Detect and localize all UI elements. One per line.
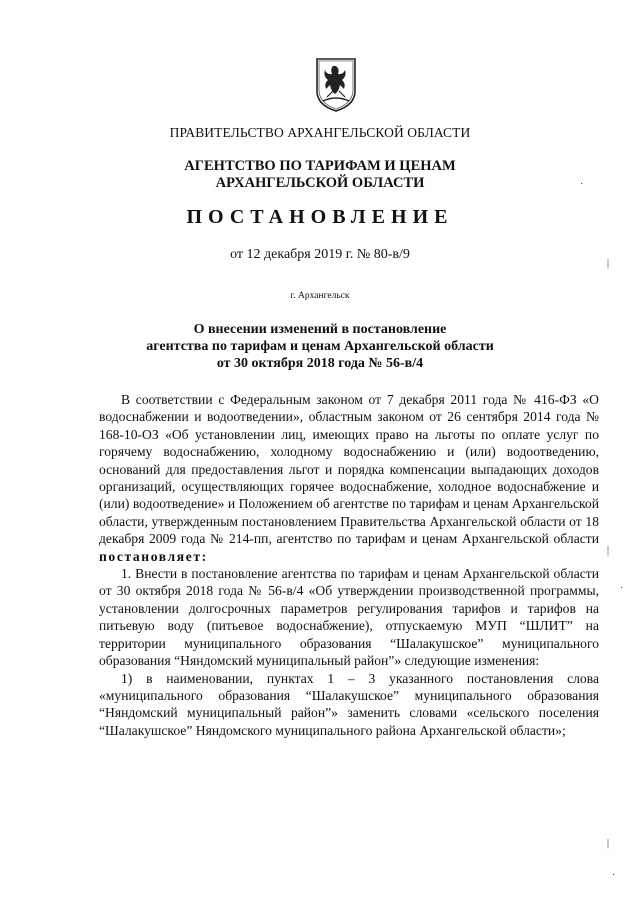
preamble-paragraph [99,391,599,565]
scan-speck: | [607,838,610,849]
subject-heading [0,321,640,372]
subject-line1: О внесении изменений в постановление [193,322,447,337]
date-number: от 12 декабря 2019 г. № 80-в/9 [230,247,410,262]
document-type-title: ПОСТАНОВЛЕНИЕ [186,206,454,228]
scan-speck: · [612,870,616,881]
coat-of-arms-emblem [315,57,357,113]
scan-speck: | [607,258,610,269]
subject-line2: агентства по тарифам и ценам Архангельской области [146,339,494,354]
city-name: г. Архангельск [290,291,350,301]
scan-speck: | [607,545,610,556]
scan-speck: · [620,583,624,594]
scan-speck: · [580,179,584,190]
subject-line3: от 30 октября 2018 года № 56-в/4 [216,356,424,371]
preamble-text: В соответствии с Федеральным законом от 7 декабря 2011 года № 416-ФЗ «О водоснабжении и водоотведении», областным законом от 26 сентября 2014 года № 168-10-ОЗ «Об установлении лиц, имеющих право на льготы по оплате услуг по горячему водоснабжению, холодному водоснабжению и (или) водоотведению, оснований для предоставления льгот и порядка компенсации выпадающих доходов организаций, осуществляющих горячее водоснабжение, холодное водоснабжение и (или) водоотведение» и Положением об агентстве по тарифам и ценам Архангельской области, утвержденным постановлением Правительства Архангельской области от 18 декабря 2009 года № 214-пп, агентство по тарифам и ценам Архангельской области [99,392,599,547]
item-1-paragraph: 1. Внести в постановление агентства по тарифам и ценам Архангельской области от 30 октября 2018 года № 56-в/4 «Об утверждении производственной программы, установлении долгосрочных параметров регулирования тарифов и тарифов на питьевую воду (питьевое водоснабжение), отпускаемую МУП “ШЛИТ” на территории муниципального образования “Шалакушское” муниципального образования “Няндомский муниципальный район”» следующие изменения: [99,566,599,669]
item-1-1-paragraph: 1) в наименовании, пунктах 1 – 3 указанного постановления слова «муниципального образования “Шалакушское” муниципального образования “Няндомский муниципальный район”» заменить словами «сельского поселения “Шалакушское” Няндомского муниципального района Архангельской области»; [99,670,599,738]
agency-name-line1: АГЕНТСТВО ПО ТАРИФАМ И ЦЕНАМ [184,158,456,174]
agency-name [0,158,640,192]
document-body [99,391,599,739]
agency-name-line2: АРХАНГЕЛЬСКОЙ ОБЛАСТИ [215,175,425,191]
decree-word: постановляет: [99,548,208,564]
government-name: ПРАВИТЕЛЬСТВО АРХАНГЕЛЬСКОЙ ОБЛАСТИ [169,125,471,140]
